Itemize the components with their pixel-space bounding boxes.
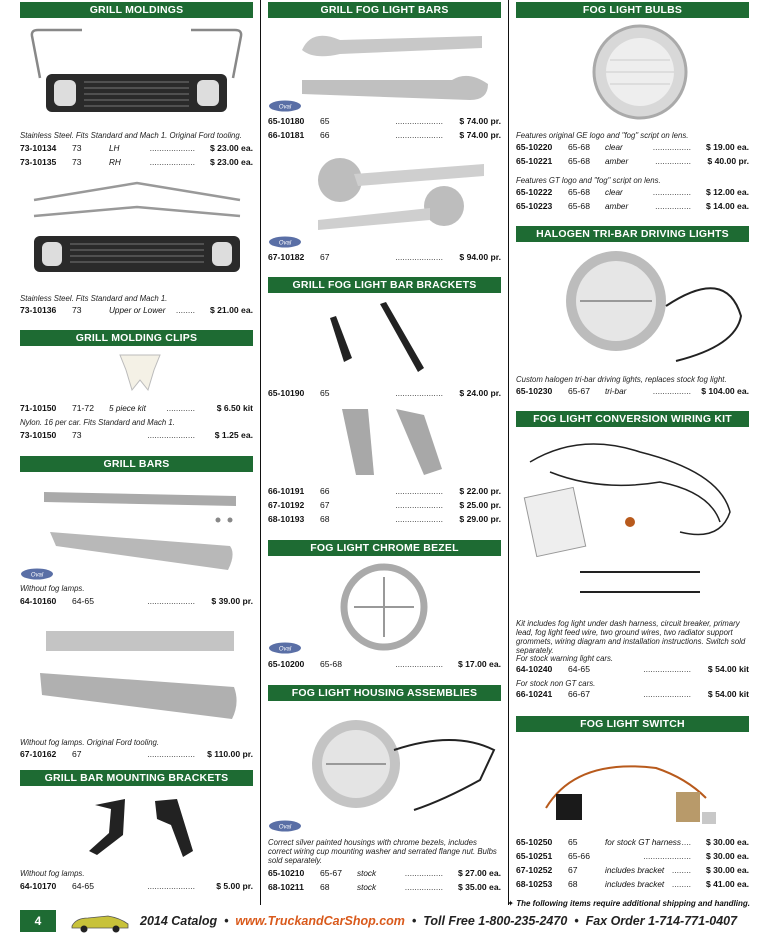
grill-bars-67-image	[36, 625, 246, 725]
part-price: $ 30.00 ea.	[705, 837, 749, 847]
part-row	[268, 868, 501, 879]
part-price: $ 35.00 ea.	[457, 882, 501, 892]
part-row	[20, 430, 253, 441]
wiring-kit-description: Kit includes fog light under dash harness, circuit breaker, primary lead, fog light feed wire, two ground wires, two radiator support grommets, wiring diagram and installation instructions. Switch sold separately.	[516, 619, 746, 655]
grill-moldings-description: Stainless Steel. Fits Standard and Mach 1. Original Ford tooling.	[20, 131, 242, 140]
model-years: 66	[320, 486, 330, 496]
oval-logo-badge	[268, 642, 302, 654]
separator: •	[411, 914, 417, 928]
separator: •	[574, 914, 579, 928]
part-row	[268, 116, 501, 127]
model-years: 68	[568, 879, 578, 889]
leader-dots: ...............	[655, 156, 691, 166]
part-row	[516, 664, 749, 675]
model-years: 64-65	[72, 596, 94, 606]
part-number: 67-10252	[516, 865, 553, 875]
part-row	[516, 689, 749, 700]
leader-dots: ................	[404, 882, 443, 892]
part-price: $ 21.00 ea.	[209, 305, 253, 315]
grill-bars-description: Without fog lamps.	[20, 584, 85, 593]
shipping-note: ✦ The following items require additional shipping and handling.	[507, 899, 750, 908]
model-years: 65-66	[568, 851, 590, 861]
part-row	[516, 879, 749, 890]
part-note: tri-bar	[605, 387, 627, 396]
svg-text:Oval: Oval	[278, 646, 292, 653]
leader-dots: ................	[652, 142, 691, 152]
part-number: 73-10134	[20, 143, 57, 153]
oval-logo-badge	[268, 236, 302, 248]
leader-dots: ................	[652, 187, 691, 197]
halogen-description: Custom halogen tri-bar driving lights, replaces stock fog light.	[516, 375, 727, 384]
model-years: 66	[320, 130, 330, 140]
part-note: clear	[605, 188, 623, 197]
mounting-brackets-description: Without fog lamps.	[20, 869, 85, 878]
part-row	[516, 156, 749, 167]
fog-light-bar-brackets-65-image	[324, 298, 454, 378]
part-number: 68-10193	[268, 514, 305, 524]
car-logo-icon	[68, 910, 132, 934]
part-price: $ 12.00 ea.	[705, 187, 749, 197]
molding-clip-image	[110, 350, 170, 395]
part-number: 68-10253	[516, 879, 553, 889]
part-number: 66-10181	[268, 130, 305, 140]
part-price: $ 110.00 pr.	[207, 749, 253, 759]
leader-dots: ....................	[395, 388, 443, 398]
part-row	[268, 252, 501, 263]
svg-text:Oval: Oval	[278, 104, 292, 111]
model-years: 65-68	[568, 187, 590, 197]
fog-light-bar-brackets-66-68-image	[334, 405, 454, 480]
part-price: $ 27.00 ea.	[457, 868, 501, 878]
part-row	[268, 882, 501, 893]
part-number: 67-10162	[20, 749, 57, 759]
part-note: includes bracket	[605, 880, 665, 889]
leader-dots: ....................	[395, 116, 443, 126]
part-note: amber	[605, 157, 629, 166]
part-row	[268, 500, 501, 511]
part-price: $ 22.00 pr.	[459, 486, 501, 496]
mounting-brackets-image	[75, 795, 205, 865]
part-number: 73-10135	[20, 157, 57, 167]
leader-dots: ....................	[147, 596, 195, 606]
part-number: 64-10240	[516, 664, 553, 674]
housing-assembly-image	[304, 710, 499, 820]
leader-dots: ....................	[395, 514, 443, 524]
section-header-grill-molding-clips: GRILL MOLDING CLIPS	[20, 330, 253, 346]
part-price: $ 14.00 ea.	[705, 201, 749, 211]
part-price: $ 23.00 ea.	[209, 143, 253, 153]
column-divider	[508, 0, 509, 905]
section-header-fog-light-conversion-wiring-kit: FOG LIGHT CONVERSION WIRING KIT	[516, 411, 749, 427]
part-number: 71-10150	[20, 403, 57, 413]
fog-light-switch-image	[536, 738, 736, 833]
part-number: 65-10221	[516, 156, 553, 166]
leader-dots: ................	[404, 868, 443, 878]
part-number: 65-10223	[516, 201, 553, 211]
fog-light-bars-67-image	[294, 150, 499, 235]
model-years: 65	[320, 388, 330, 398]
part-number: 68-10211	[268, 882, 304, 892]
part-number: 65-10250	[516, 837, 553, 847]
model-years: 65-68	[568, 156, 590, 166]
part-price: $ 41.00 ea.	[705, 879, 749, 889]
section-header-grill-fog-light-bar-brackets: GRILL FOG LIGHT BAR BRACKETS	[268, 277, 501, 293]
leader-dots: ....	[681, 837, 691, 847]
part-row	[20, 403, 253, 414]
model-years: 65	[568, 837, 578, 847]
part-number: 73-10136	[20, 305, 57, 315]
part-note: amber	[605, 202, 629, 211]
part-price: $ 17.00 ea.	[457, 659, 501, 669]
footer-info	[140, 914, 737, 928]
model-years: 67	[72, 749, 82, 759]
bulbs-gt-description: Features GT logo and "fog" script on lens.	[516, 176, 661, 185]
part-row	[20, 157, 253, 168]
part-row	[516, 386, 749, 397]
part-number: 65-10190	[268, 388, 305, 398]
leader-dots: ....................	[147, 881, 195, 891]
svg-text:Oval: Oval	[30, 572, 44, 579]
model-years: 66-67	[568, 689, 590, 699]
page-number: 4	[20, 910, 56, 932]
model-years: 71-72	[72, 403, 94, 413]
model-years: 65	[320, 116, 330, 126]
part-number: 65-10222	[516, 187, 553, 197]
housing-description: Correct silver painted housings with chrome bezels, includes correct wiring cup mounting washer and serrated flange nut. Bulbs sold separately.	[268, 838, 497, 865]
part-row	[516, 142, 749, 153]
grill-moldings-upper-lower-image	[28, 180, 246, 275]
leader-dots: ........	[671, 879, 691, 889]
part-price: $ 54.00 kit	[707, 664, 749, 674]
section-header-grill-bar-mounting-brackets: GRILL BAR MOUNTING BRACKETS	[20, 770, 253, 786]
leader-dots: ....................	[395, 659, 443, 669]
part-number: 64-10160	[20, 596, 57, 606]
leader-dots: ....................	[643, 664, 691, 674]
part-note: LH	[109, 144, 120, 153]
section-header-fog-light-chrome-bezel: FOG LIGHT CHROME BEZEL	[268, 540, 501, 556]
model-years: 68	[320, 514, 330, 524]
leader-dots: ........	[175, 305, 195, 315]
part-row	[268, 130, 501, 141]
part-price: $ 6.50 kit	[216, 403, 253, 413]
part-price: $ 30.00 ea.	[705, 851, 749, 861]
section-header-fog-light-housing-assemblies: FOG LIGHT HOUSING ASSEMBLIES	[268, 685, 501, 701]
leader-dots: ....................	[395, 130, 443, 140]
leader-dots: ...............	[655, 201, 691, 211]
part-row	[268, 514, 501, 525]
part-row	[268, 486, 501, 497]
grill-moldings-description-2: Stainless Steel. Fits Standard and Mach 1.	[20, 294, 168, 303]
website-link[interactable]: www.TruckandCarShop.com	[235, 914, 405, 928]
wiring-kit-image	[520, 432, 748, 612]
part-number: 67-10192	[268, 500, 305, 510]
part-number: 66-10191	[268, 486, 305, 496]
leader-dots: ....................	[395, 500, 443, 510]
fog-light-bulb-image	[590, 20, 690, 125]
leader-dots: ....................	[147, 430, 195, 440]
model-years: 73	[72, 430, 82, 440]
part-number: 73-10150	[20, 430, 57, 440]
part-number: 65-10230	[516, 386, 553, 396]
section-header-halogen-tri-bar-driving-lights: HALOGEN TRI-BAR DRIVING LIGHTS	[516, 226, 749, 242]
model-years: 64-65	[568, 664, 590, 674]
part-note: RH	[109, 158, 121, 167]
part-row	[516, 201, 749, 212]
part-note: stock	[357, 883, 377, 892]
leader-dots: ....................	[643, 851, 691, 861]
part-price: $ 24.00 pr.	[459, 388, 501, 398]
part-price: $ 74.00 pr.	[459, 130, 501, 140]
part-price: $ 54.00 kit	[707, 689, 749, 699]
part-price: $ 29.00 pr.	[459, 514, 501, 524]
leader-dots: ...................	[149, 157, 195, 167]
section-header-fog-light-switch: FOG LIGHT SWITCH	[516, 716, 749, 732]
leader-dots: ...................	[149, 143, 195, 153]
part-price: $ 30.00 ea.	[705, 865, 749, 875]
part-row	[268, 659, 501, 670]
part-row	[20, 596, 253, 607]
part-number: 67-10182	[268, 252, 305, 262]
clips-description: Nylon. 16 per car. Fits Standard and Mach 1.	[20, 418, 175, 427]
part-row	[20, 305, 253, 316]
model-years: 68	[320, 882, 330, 892]
part-price: $ 5.00 pr.	[216, 881, 253, 891]
section-header-grill-fog-light-bars: GRILL FOG LIGHT BARS	[268, 2, 501, 18]
halogen-light-image	[556, 246, 746, 366]
leader-dots: ........	[671, 865, 691, 875]
part-row	[516, 187, 749, 198]
part-note: 5 piece kit	[109, 404, 146, 413]
model-years: 67	[568, 865, 578, 875]
catalog-label: 2014 Catalog	[140, 914, 218, 928]
part-row	[516, 851, 749, 862]
grill-bars-image	[40, 484, 245, 574]
model-years: 65-68	[568, 201, 590, 211]
model-years: 73	[72, 305, 82, 315]
fax-order-number[interactable]: Fax Order 1-714-771-0407	[585, 914, 738, 928]
model-years: 67	[320, 500, 330, 510]
part-row	[20, 881, 253, 892]
part-price: $ 1.25 ea.	[214, 430, 253, 440]
model-years: 65-68	[568, 142, 590, 152]
leader-dots: ....................	[395, 252, 443, 262]
part-number: 65-10180	[268, 116, 305, 126]
wiring-kit-non-gt-note: For stock non GT cars.	[516, 679, 596, 688]
part-number: 65-10251	[516, 851, 553, 861]
oval-logo-badge	[20, 568, 54, 580]
oval-logo-badge	[268, 100, 302, 112]
model-years: 65-68	[320, 659, 342, 669]
leader-dots: ............	[166, 403, 195, 413]
part-price: $ 104.00 ea.	[701, 386, 749, 396]
part-row	[516, 865, 749, 876]
leader-dots: ................	[652, 386, 691, 396]
part-price: $ 25.00 pr.	[459, 500, 501, 510]
model-years: 65-67	[568, 386, 590, 396]
part-note: stock	[357, 869, 377, 878]
part-note: includes bracket	[605, 866, 665, 875]
chrome-bezel-image	[334, 562, 434, 652]
grill-moldings-image	[24, 24, 249, 114]
section-header-fog-light-bulbs: FOG LIGHT BULBS	[516, 2, 749, 18]
model-years: 73	[72, 143, 82, 153]
part-note: Upper or Lower	[109, 306, 166, 315]
part-price: $ 94.00 pr.	[459, 252, 501, 262]
part-number: 65-10210	[268, 868, 305, 878]
part-number: 65-10220	[516, 142, 553, 152]
fog-light-bars-65-66-image	[292, 24, 497, 109]
column-divider	[260, 0, 261, 905]
leader-dots: ....................	[147, 749, 195, 759]
part-price: $ 19.00 ea.	[705, 142, 749, 152]
part-row	[20, 749, 253, 760]
part-price: $ 74.00 pr.	[459, 116, 501, 126]
part-note: for stock GT harness	[605, 838, 681, 847]
model-years: 64-65	[72, 881, 94, 891]
svg-text:Oval: Oval	[278, 240, 292, 247]
part-price: $ 23.00 ea.	[209, 157, 253, 167]
leader-dots: ....................	[395, 486, 443, 496]
model-years: 73	[72, 157, 82, 167]
toll-free-phone[interactable]: Toll Free 1-800-235-2470	[423, 914, 568, 928]
part-number: 64-10170	[20, 881, 57, 891]
grill-bars-67-description: Without fog lamps. Original Ford tooling.	[20, 738, 160, 747]
oval-logo-badge	[268, 820, 302, 832]
part-row	[516, 837, 749, 848]
part-note: clear	[605, 143, 623, 152]
part-row	[268, 388, 501, 399]
section-header-grill-bars: GRILL BARS	[20, 456, 253, 472]
section-header-grill-moldings: GRILL MOLDINGS	[20, 2, 253, 18]
model-years: 65-67	[320, 868, 342, 878]
part-price: $ 40.00 pr.	[707, 156, 749, 166]
separator: •	[224, 914, 229, 928]
svg-text:Oval: Oval	[278, 824, 292, 831]
model-years: 67	[320, 252, 330, 262]
wiring-kit-warning-light-note: For stock warning light cars.	[516, 654, 614, 663]
part-price: $ 39.00 pr.	[211, 596, 253, 606]
part-row	[20, 143, 253, 154]
bulbs-ge-description: Features original GE logo and "fog" script on lens.	[516, 131, 689, 140]
leader-dots: ....................	[643, 689, 691, 699]
part-number: 65-10200	[268, 659, 305, 669]
part-number: 66-10241	[516, 689, 553, 699]
